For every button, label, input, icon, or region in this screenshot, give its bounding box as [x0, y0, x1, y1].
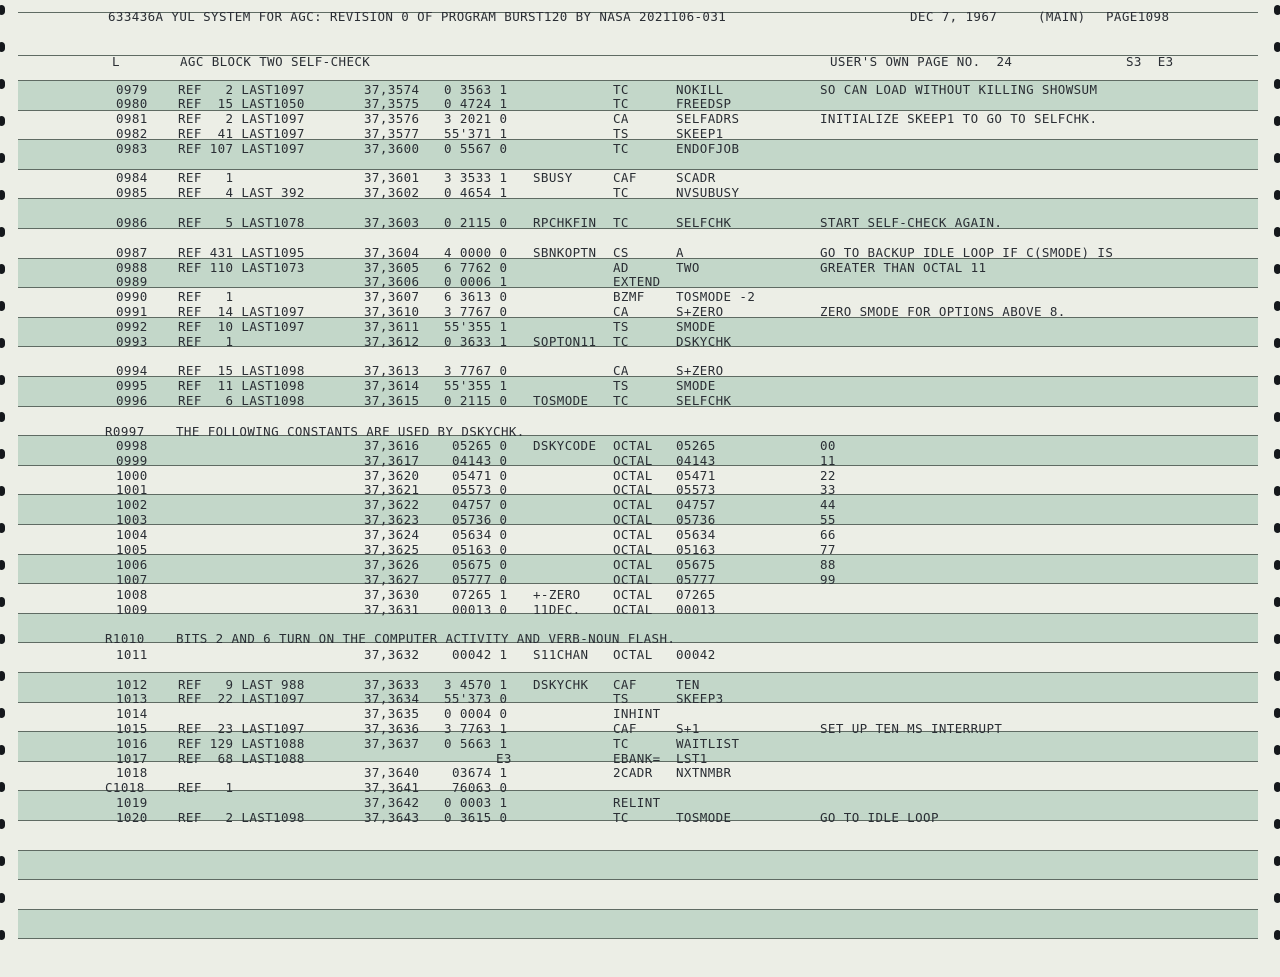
line-0988-comment: GREATER THAN OCTAL 11 [820, 260, 987, 275]
line-1002-op: OCTAL [613, 497, 653, 512]
line-0986-op: TC [613, 215, 629, 230]
users-page-number: USER'S OWN PAGE NO. 24 [830, 54, 1013, 69]
line-0991-comment: ZERO SMODE FOR OPTIONS ABOVE 8. [820, 304, 1066, 319]
line-1019-addr: 37,3642 [364, 795, 420, 810]
line-C1018-ref: REF 1 [178, 780, 234, 795]
line-C1018-num: C1018 [105, 780, 145, 795]
line-1015-addr: 37,3636 [364, 721, 420, 736]
line-1001-operand: 05573 [676, 482, 716, 497]
line-1008-word: 07265 1 [452, 587, 508, 602]
line-0993-addr: 37,3612 [364, 334, 420, 349]
line-1012-operand: TEN [676, 677, 700, 692]
line-0992-addr: 37,3611 [364, 319, 420, 334]
line-0999-op: OCTAL [613, 453, 653, 468]
line-1005-op: OCTAL [613, 542, 653, 557]
line-1017-num: 1017 [116, 751, 148, 766]
line-0994-operand: S+ZERO [676, 363, 724, 378]
line-0993-op: TC [613, 334, 629, 349]
line-1012-op: CAF [613, 677, 637, 692]
line-0986-comment: START SELF-CHECK AGAIN. [820, 215, 1003, 230]
line-1007-op: OCTAL [613, 572, 653, 587]
subheader-marker: L [112, 54, 120, 69]
line-0998-word: 05265 0 [452, 438, 508, 453]
line-1000-op: OCTAL [613, 468, 653, 483]
line-0986-addr: 37,3603 [364, 215, 420, 230]
line-1000-addr: 37,3620 [364, 468, 420, 483]
line-0988-op: AD [613, 260, 629, 275]
line-0995-operand: SMODE [676, 378, 716, 393]
line-0987-label: SBNKOPTN [533, 245, 597, 260]
line-0998-op: OCTAL [613, 438, 653, 453]
line-0991-num: 0991 [116, 304, 148, 319]
line-1004-op: OCTAL [613, 527, 653, 542]
line-0979-num: 0979 [116, 82, 148, 97]
line-1009-addr: 37,3631 [364, 602, 420, 617]
line-1012-ref: REF 9 LAST 988 [178, 677, 305, 692]
line-1001-word: 05573 0 [452, 482, 508, 497]
line-0979-word: 0 3563 1 [444, 82, 508, 97]
line-0990-word: 6 3613 0 [444, 289, 508, 304]
line-1002-comment: 44 [820, 497, 836, 512]
line-0988-num: 0988 [116, 260, 148, 275]
line-0984-label: SBUSY [533, 170, 573, 185]
line-C1018-word: 76063 0 [452, 780, 508, 795]
line-1009-num: 1009 [116, 602, 148, 617]
line-0994-ref: REF 15 LAST1098 [178, 363, 305, 378]
line-1000-operand: 05471 [676, 468, 716, 483]
line-1013-word: 55'373 0 [444, 691, 508, 706]
line-0981-num: 0981 [116, 111, 148, 126]
line-R1010-num: R1010 [105, 631, 145, 646]
line-0991-operand: S+ZERO [676, 304, 724, 319]
line-0981-ref: REF 2 LAST1097 [178, 111, 305, 126]
line-0979-comment: SO CAN LOAD WITHOUT KILLING SHOWSUM [820, 82, 1098, 97]
line-1011-addr: 37,3632 [364, 647, 420, 662]
line-1017-word: E3 [496, 751, 512, 766]
line-1020-addr: 37,3643 [364, 810, 420, 825]
line-1011-num: 1011 [116, 647, 148, 662]
line-0990-ref: REF 1 [178, 289, 234, 304]
line-0995-op: TS [613, 378, 629, 393]
line-1009-operand: 00013 [676, 602, 716, 617]
line-0984-num: 0984 [116, 170, 148, 185]
line-0993-ref: REF 1 [178, 334, 234, 349]
line-0987-comment: GO TO BACKUP IDLE LOOP IF C(SMODE) IS [820, 245, 1114, 260]
line-0995-addr: 37,3614 [364, 378, 420, 393]
line-0983-ref: REF 107 LAST1097 [178, 141, 305, 156]
line-0988-ref: REF 110 LAST1073 [178, 260, 305, 275]
line-1001-addr: 37,3621 [364, 482, 420, 497]
line-1007-operand: 05777 [676, 572, 716, 587]
line-0993-num: 0993 [116, 334, 148, 349]
line-1013-ref: REF 22 LAST1097 [178, 691, 305, 706]
line-0996-addr: 37,3615 [364, 393, 420, 408]
section-title: AGC BLOCK TWO SELF-CHECK [180, 54, 371, 69]
line-0999-num: 0999 [116, 453, 148, 468]
line-1020-num: 1020 [116, 810, 148, 825]
line-1014-addr: 37,3635 [364, 706, 420, 721]
line-1020-ref: REF 2 LAST1098 [178, 810, 305, 825]
line-0983-addr: 37,3600 [364, 141, 420, 156]
line-0986-word: 0 2115 0 [444, 215, 508, 230]
line-1017-operand: LST1 [676, 751, 708, 766]
line-0983-op: TC [613, 141, 629, 156]
line-1015-comment: SET UP TEN MS INTERRUPT [820, 721, 1003, 736]
line-0998-comment: 00 [820, 438, 836, 453]
line-0986-label: RPCHKFIN [533, 215, 597, 230]
line-1004-comment: 66 [820, 527, 836, 542]
header-program-id: 633436A YUL SYSTEM FOR AGC: REVISION 0 OF PROGRAM BURST120 BY NASA 2021106-031 [108, 9, 727, 24]
line-R1010-ref: BITS 2 AND 6 TURN ON THE COMPUTER ACTIVITY AND VERB-NOUN FLASH. [176, 631, 676, 646]
line-0987-num: 0987 [116, 245, 148, 260]
line-0981-comment: INITIALIZE SKEEP1 TO GO TO SELFCHK. [820, 111, 1098, 126]
line-1003-addr: 37,3623 [364, 512, 420, 527]
line-1012-word: 3 4570 1 [444, 677, 508, 692]
line-1005-num: 1005 [116, 542, 148, 557]
line-1005-comment: 77 [820, 542, 836, 557]
line-1005-word: 05163 0 [452, 542, 508, 557]
line-1015-ref: REF 23 LAST1097 [178, 721, 305, 736]
line-1020-comment: GO TO IDLE LOOP [820, 810, 939, 825]
line-1018-num: 1018 [116, 765, 148, 780]
line-0993-label: SOPTON11 [533, 334, 597, 349]
line-1003-op: OCTAL [613, 512, 653, 527]
line-0998-addr: 37,3616 [364, 438, 420, 453]
line-1020-op: TC [613, 810, 629, 825]
line-1002-word: 04757 0 [452, 497, 508, 512]
line-1016-op: TC [613, 736, 629, 751]
line-0985-ref: REF 4 LAST 392 [178, 185, 305, 200]
line-0985-word: 0 4654 1 [444, 185, 508, 200]
line-1002-num: 1002 [116, 497, 148, 512]
line-0993-word: 0 3633 1 [444, 334, 508, 349]
line-1007-word: 05777 0 [452, 572, 508, 587]
line-1008-op: OCTAL [613, 587, 653, 602]
line-1012-addr: 37,3633 [364, 677, 420, 692]
line-0982-addr: 37,3577 [364, 126, 420, 141]
line-0992-operand: SMODE [676, 319, 716, 334]
line-R0997-num: R0997 [105, 424, 145, 439]
line-1002-addr: 37,3622 [364, 497, 420, 512]
line-R0997-ref: THE FOLLOWING CONSTANTS ARE USED BY DSKYCHK. [176, 424, 525, 439]
line-0990-op: BZMF [613, 289, 645, 304]
line-1006-operand: 05675 [676, 557, 716, 572]
line-1018-op: 2CADR [613, 765, 653, 780]
line-0990-operand: TOSMODE -2 [676, 289, 756, 304]
line-0994-num: 0994 [116, 363, 148, 378]
line-1007-num: 1007 [116, 572, 148, 587]
line-0985-addr: 37,3602 [364, 185, 420, 200]
line-0981-operand: SELFADRS [676, 111, 740, 126]
line-0982-word: 55'371 1 [444, 126, 508, 141]
line-1013-op: TS [613, 691, 629, 706]
line-1016-addr: 37,3637 [364, 736, 420, 751]
line-0979-ref: REF 2 LAST1097 [178, 82, 305, 97]
line-0992-word: 55'355 1 [444, 319, 508, 334]
line-1007-comment: 99 [820, 572, 836, 587]
line-1018-word: 03674 1 [452, 765, 508, 780]
line-1014-num: 1014 [116, 706, 148, 721]
header-page-number: PAGE1098 [1106, 9, 1170, 24]
line-1011-word: 00042 1 [452, 647, 508, 662]
line-0982-op: TS [613, 126, 629, 141]
line-1020-operand: TOSMODE [676, 810, 732, 825]
line-1003-word: 05736 0 [452, 512, 508, 527]
line-1003-comment: 55 [820, 512, 836, 527]
line-0979-op: TC [613, 82, 629, 97]
line-1004-operand: 05634 [676, 527, 716, 542]
line-0980-word: 0 4724 1 [444, 96, 508, 111]
line-0987-addr: 37,3604 [364, 245, 420, 260]
line-1001-op: OCTAL [613, 482, 653, 497]
line-0983-operand: ENDOFJOB [676, 141, 740, 156]
line-0990-num: 0990 [116, 289, 148, 304]
line-C1018-addr: 37,3641 [364, 780, 420, 795]
line-1003-operand: 05736 [676, 512, 716, 527]
line-0990-addr: 37,3607 [364, 289, 420, 304]
line-1009-word: 00013 0 [452, 602, 508, 617]
line-1006-op: OCTAL [613, 557, 653, 572]
line-0981-addr: 37,3576 [364, 111, 420, 126]
line-0989-op: EXTEND [613, 274, 661, 289]
line-0991-addr: 37,3610 [364, 304, 420, 319]
line-0987-word: 4 0000 0 [444, 245, 508, 260]
line-1018-addr: 37,3640 [364, 765, 420, 780]
line-0991-ref: REF 14 LAST1097 [178, 304, 305, 319]
line-1016-word: 0 5663 1 [444, 736, 508, 751]
line-0994-word: 3 7767 0 [444, 363, 508, 378]
line-1001-num: 1001 [116, 482, 148, 497]
line-0982-num: 0982 [116, 126, 148, 141]
line-1013-operand: SKEEP3 [676, 691, 724, 706]
line-1013-num: 1013 [116, 691, 148, 706]
line-1008-label: +-ZERO [533, 587, 581, 602]
line-1012-num: 1012 [116, 677, 148, 692]
line-1011-label: S11CHAN [533, 647, 589, 662]
line-0979-operand: NOKILL [676, 82, 724, 97]
line-0982-operand: SKEEP1 [676, 126, 724, 141]
line-1007-addr: 37,3627 [364, 572, 420, 587]
line-0982-ref: REF 41 LAST1097 [178, 126, 305, 141]
line-0995-word: 55'355 1 [444, 378, 508, 393]
line-0992-ref: REF 10 LAST1097 [178, 319, 305, 334]
line-0988-operand: TWO [676, 260, 700, 275]
header-date: DEC 7, 1967 [910, 9, 998, 24]
line-1017-op: EBANK= [613, 751, 661, 766]
line-1014-op: INHINT [613, 706, 661, 721]
line-1006-word: 05675 0 [452, 557, 508, 572]
line-1014-word: 0 0004 0 [444, 706, 508, 721]
line-1004-num: 1004 [116, 527, 148, 542]
line-1003-num: 1003 [116, 512, 148, 527]
line-0993-operand: DSKYCHK [676, 334, 732, 349]
line-0986-ref: REF 5 LAST1078 [178, 215, 305, 230]
line-0980-addr: 37,3575 [364, 96, 420, 111]
line-0987-operand: A [676, 245, 684, 260]
line-0996-operand: SELFCHK [676, 393, 732, 408]
line-0985-operand: NVSUBUSY [676, 185, 740, 200]
line-0992-op: TS [613, 319, 629, 334]
line-1001-comment: 33 [820, 482, 836, 497]
header-tag: (MAIN) [1038, 9, 1086, 24]
line-0988-addr: 37,3605 [364, 260, 420, 275]
line-0985-num: 0985 [116, 185, 148, 200]
line-1004-word: 05634 0 [452, 527, 508, 542]
line-0985-op: TC [613, 185, 629, 200]
line-1015-operand: S+1 [676, 721, 700, 736]
line-0987-ref: REF 431 LAST1095 [178, 245, 305, 260]
line-0999-comment: 11 [820, 453, 836, 468]
line-0980-ref: REF 15 LAST1050 [178, 96, 305, 111]
line-1008-addr: 37,3630 [364, 587, 420, 602]
line-0989-word: 0 0006 1 [444, 274, 508, 289]
line-1019-word: 0 0003 1 [444, 795, 508, 810]
line-0984-ref: REF 1 [178, 170, 234, 185]
line-1006-comment: 88 [820, 557, 836, 572]
line-0980-num: 0980 [116, 96, 148, 111]
line-1009-label: 11DEC. [533, 602, 581, 617]
line-0989-addr: 37,3606 [364, 274, 420, 289]
line-1020-word: 0 3615 0 [444, 810, 508, 825]
line-0981-word: 3 2021 0 [444, 111, 508, 126]
line-0987-op: CS [613, 245, 629, 260]
line-0992-num: 0992 [116, 319, 148, 334]
line-0979-addr: 37,3574 [364, 82, 420, 97]
line-0996-label: TOSMODE [533, 393, 589, 408]
line-0999-operand: 04143 [676, 453, 716, 468]
line-1016-ref: REF 129 LAST1088 [178, 736, 305, 751]
line-1002-operand: 04757 [676, 497, 716, 512]
line-1005-addr: 37,3625 [364, 542, 420, 557]
line-0995-num: 0995 [116, 378, 148, 393]
line-0984-word: 3 3533 1 [444, 170, 508, 185]
line-0991-word: 3 7767 0 [444, 304, 508, 319]
line-1015-word: 3 7763 1 [444, 721, 508, 736]
line-1006-addr: 37,3626 [364, 557, 420, 572]
line-1016-operand: WAITLIST [676, 736, 740, 751]
line-1006-num: 1006 [116, 557, 148, 572]
line-0984-op: CAF [613, 170, 637, 185]
line-0980-op: TC [613, 96, 629, 111]
line-0989-num: 0989 [116, 274, 148, 289]
line-1012-label: DSKYCHK [533, 677, 589, 692]
line-1008-operand: 07265 [676, 587, 716, 602]
line-0994-addr: 37,3613 [364, 363, 420, 378]
line-1016-num: 1016 [116, 736, 148, 751]
line-1000-comment: 22 [820, 468, 836, 483]
line-0995-ref: REF 11 LAST1098 [178, 378, 305, 393]
line-1004-addr: 37,3624 [364, 527, 420, 542]
line-1008-num: 1008 [116, 587, 148, 602]
line-0998-operand: 05265 [676, 438, 716, 453]
line-0999-word: 04143 0 [452, 453, 508, 468]
line-0996-num: 0996 [116, 393, 148, 408]
line-0983-word: 0 5567 0 [444, 141, 508, 156]
line-0998-num: 0998 [116, 438, 148, 453]
line-1015-num: 1015 [116, 721, 148, 736]
line-0999-addr: 37,3617 [364, 453, 420, 468]
line-0984-addr: 37,3601 [364, 170, 420, 185]
line-0996-ref: REF 6 LAST1098 [178, 393, 305, 408]
line-1017-ref: REF 68 LAST1088 [178, 751, 305, 766]
line-0981-op: CA [613, 111, 629, 126]
line-1011-operand: 00042 [676, 647, 716, 662]
line-0996-op: TC [613, 393, 629, 408]
line-1000-num: 1000 [116, 468, 148, 483]
line-0986-num: 0986 [116, 215, 148, 230]
line-0986-operand: SELFCHK [676, 215, 732, 230]
line-0984-operand: SCADR [676, 170, 716, 185]
line-0988-word: 6 7762 0 [444, 260, 508, 275]
line-1005-operand: 05163 [676, 542, 716, 557]
line-0980-operand: FREEDSP [676, 96, 732, 111]
line-1009-op: OCTAL [613, 602, 653, 617]
line-1015-op: CAF [613, 721, 637, 736]
line-0996-word: 0 2115 0 [444, 393, 508, 408]
line-1011-op: OCTAL [613, 647, 653, 662]
line-0994-op: CA [613, 363, 629, 378]
line-1000-word: 05471 0 [452, 468, 508, 483]
line-1019-num: 1019 [116, 795, 148, 810]
line-1013-addr: 37,3634 [364, 691, 420, 706]
line-0991-op: CA [613, 304, 629, 319]
line-0983-num: 0983 [116, 141, 148, 156]
bank-codes: S3 E3 [1126, 54, 1174, 69]
line-1019-op: RELINT [613, 795, 661, 810]
line-1018-operand: NXTNMBR [676, 765, 732, 780]
line-0998-label: DSKYCODE [533, 438, 597, 453]
